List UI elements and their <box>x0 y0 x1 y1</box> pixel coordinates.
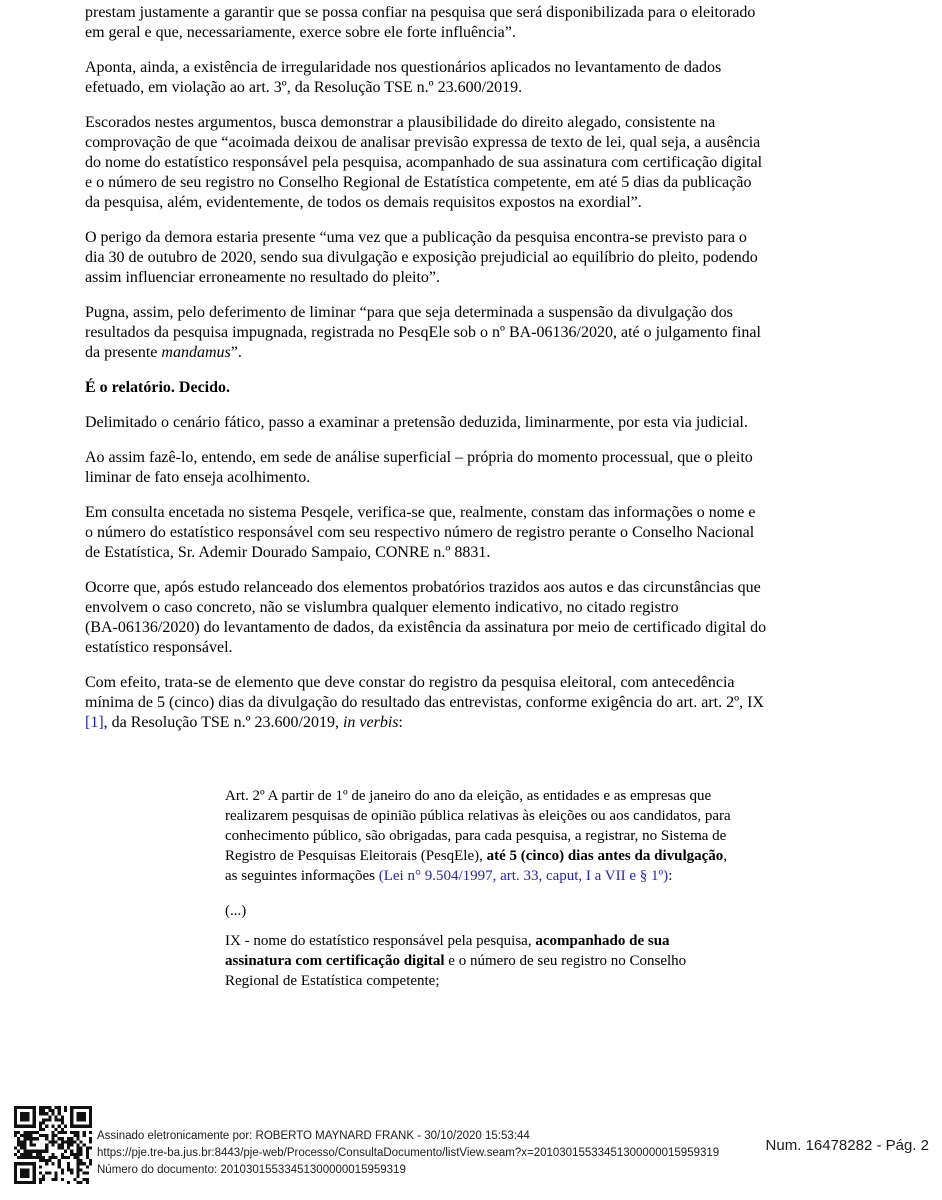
text-run: , <box>723 848 728 864</box>
footnote-1-link[interactable]: [1] <box>85 714 104 731</box>
text-run: in verbis <box>342 714 399 731</box>
text-run: liminar de fato enseja acolhimento. <box>85 469 311 486</box>
text-run: Art. 2º A partir de 1º de janeiro do ano da eleição, as entidades e as empresas que <box>225 788 712 804</box>
text-run: Em consulta encetada no sistema Pesqele, verifica-se que, realmente, constam das informações o nome e <box>85 504 756 521</box>
text-line <box>85 578 825 598</box>
text-line <box>85 448 825 468</box>
paragraph <box>85 503 825 563</box>
law-reference-link[interactable]: (Lei n° 9.504/1997, art. 33, caput, I a VII e § 1º) <box>378 868 669 884</box>
qr-code-icon <box>14 1106 92 1184</box>
text-run: , da Resolução TSE n.º 23.600/2019, <box>103 714 343 731</box>
document-url-line[interactable]: https://pje.tre-ba.jus.br:8443/pje-web/Processo/ConsultaDocumento/listView.seam?x=20103015533451300000015959319 <box>97 1147 720 1159</box>
text-run: estatístico responsável. <box>85 639 233 656</box>
text-line <box>225 931 825 951</box>
text-line <box>85 638 825 658</box>
text-run: de Estatística, Sr. Ademir Dourado Sampaio, CONRE n.º 8831. <box>85 544 491 561</box>
text-run: as seguintes informações <box>225 868 379 884</box>
paragraph <box>225 901 825 921</box>
text-run: efetuado, em violação ao art. 3º, da Resolução TSE n.º 23.600/2019. <box>85 79 523 96</box>
text-run: É o relatório. Decido. <box>85 379 231 396</box>
paragraph <box>85 413 825 433</box>
text-line <box>85 58 825 78</box>
text-line <box>225 951 825 971</box>
text-run: mínima de 5 (cinco) dias da divulgação do resultado das entrevistas, conforme exigência do art. art. 2º, IX <box>85 694 764 711</box>
text-line <box>85 153 825 173</box>
text-run: : <box>398 714 403 731</box>
text-line <box>85 268 825 288</box>
page-number: Num. 16478282 - Pág. 2 <box>765 1137 929 1154</box>
document-body <box>85 3 825 1006</box>
paragraph <box>85 578 825 658</box>
text-line <box>85 618 825 638</box>
paragraph <box>85 448 825 488</box>
text-line <box>225 846 825 866</box>
paragraph <box>85 673 825 733</box>
paragraph <box>85 113 825 213</box>
paragraph <box>225 931 825 991</box>
text-line <box>225 806 825 826</box>
text-run: ”. <box>230 344 242 361</box>
page-footer <box>0 1100 942 1200</box>
paragraph <box>85 3 825 43</box>
text-line <box>85 503 825 523</box>
paragraph <box>85 303 825 363</box>
text-run: (BA-06136/2020) do levantamento de dados, da existência da assinatura por meio de certificado digital do <box>85 619 767 636</box>
text-run: Delimitado o cenário fático, passo a examinar a pretensão deduzida, liminarmente, por esta via judicial. <box>85 414 748 431</box>
text-run: do nome do estatístico responsável pela pesquisa, acompanhado de sua assinatura com certificação digital <box>85 154 763 171</box>
text-line <box>85 173 825 193</box>
text-line <box>225 971 825 991</box>
text-run: : <box>668 868 673 884</box>
text-run: e o número de seu registro no Conselho <box>444 953 687 969</box>
text-run: da pesquisa, além, evidentemente, de todos os demais requisitos expostos na exordial”. <box>85 194 642 211</box>
text-line <box>85 23 825 43</box>
text-line <box>225 786 825 806</box>
text-run: e o número de seu registro no Conselho Regional de Estatística competente, em até 5 dias da publicação <box>85 174 752 191</box>
text-run: Registro de Pesquisas Eleitorais (PesqEle), <box>225 848 487 864</box>
text-line <box>85 248 825 268</box>
text-run: conhecimento público, são obrigadas, para cada pesquisa, a registrar, no Sistema de <box>225 828 727 844</box>
signature-block <box>97 1128 719 1179</box>
paragraph <box>225 786 825 886</box>
document-number-line: Número do documento: 20103015533451300000015959319 <box>97 1164 406 1176</box>
text-line <box>225 826 825 846</box>
text-line <box>85 133 825 153</box>
text-run: Ocorre que, após estudo relanceado dos elementos probatórios trazidos aos autos e das circunstâncias que <box>85 579 761 596</box>
text-line <box>85 193 825 213</box>
paragraph <box>85 58 825 98</box>
text-run: O perigo da demora estaria presente “uma vez que a publicação da pesquisa encontra-se previsto para o <box>85 229 747 246</box>
text-run: comprovação de que “acoimada deixou de analisar previsão expressa de texto de lei, qual seja, a ausência <box>85 134 761 151</box>
text-run: resultados da pesquisa impugnada, registrada no PesqEle sob o nº BA-06136/2020, até o julgamento final <box>85 324 761 341</box>
paragraph <box>85 378 825 398</box>
text-line <box>85 713 825 733</box>
text-run: Ao assim fazê-lo, entendo, em sede de análise superficial – própria do momento processual, que o pleito <box>85 449 753 466</box>
text-line <box>85 378 825 398</box>
text-run: (...) <box>225 903 247 919</box>
paragraph <box>85 228 825 288</box>
text-line <box>85 468 825 488</box>
text-run: assinatura com certificação digital <box>225 953 445 969</box>
text-line <box>85 113 825 133</box>
text-run: em geral e que, necessariamente, exerce sobre ele forte influência”. <box>85 24 516 41</box>
text-run: prestam justamente a garantir que se possa confiar na pesquisa que será disponibilizada para o eleitorado <box>85 4 756 21</box>
signed-by-line: Assinado eletronicamente por: ROBERTO MAYNARD FRANK - 30/10/2020 15:53:44 <box>97 1130 530 1142</box>
text-line <box>85 3 825 23</box>
text-line <box>85 693 825 713</box>
text-run: até 5 (cinco) dias antes da divulgação <box>486 848 724 864</box>
text-line <box>85 598 825 618</box>
text-run: realizarem pesquisas de opinião pública relativas às eleições ou aos candidatos, para <box>225 808 731 824</box>
text-line <box>85 673 825 693</box>
text-line <box>85 343 825 363</box>
text-run: o número do estatístico responsável com seu respectivo número de registro perante o Conselho Nacional <box>85 524 755 541</box>
text-run: Aponta, ainda, a existência de irregularidade nos questionários aplicados no levantamento de dados <box>85 59 722 76</box>
text-line <box>85 523 825 543</box>
text-run: mandamus <box>161 344 231 361</box>
text-run: dia 30 de outubro de 2020, sendo sua divulgação e exposição prejudicial ao equilíbrio do pleito, podendo <box>85 249 758 266</box>
text-run: acompanhado de sua <box>535 933 670 949</box>
text-run: IX - nome do estatístico responsável pela pesquisa, <box>225 933 536 949</box>
text-line <box>85 78 825 98</box>
text-line <box>85 228 825 248</box>
text-run: da presente <box>85 344 162 361</box>
text-run: Pugna, assim, pelo deferimento de liminar “para que seja determinada a suspensão da divulgação dos <box>85 304 733 321</box>
text-line <box>85 323 825 343</box>
text-line <box>85 413 825 433</box>
text-run: Escorados nestes argumentos, busca demonstrar a plausibilidade do direito alegado, consistente na <box>85 114 716 131</box>
text-line <box>225 866 825 886</box>
text-run: Regional de Estatística competente; <box>225 973 440 989</box>
text-run: envolvem o caso concreto, não se vislumbra qualquer elemento indicativo, no citado registro <box>85 599 679 616</box>
text-run: Com efeito, trata-se de elemento que deve constar do registro da pesquisa eleitoral, com antecedência <box>85 674 735 691</box>
text-run: assim influenciar erroneamente no resultado do pleito”. <box>85 269 440 286</box>
text-line <box>85 543 825 563</box>
text-line <box>225 901 825 921</box>
text-line <box>85 303 825 323</box>
